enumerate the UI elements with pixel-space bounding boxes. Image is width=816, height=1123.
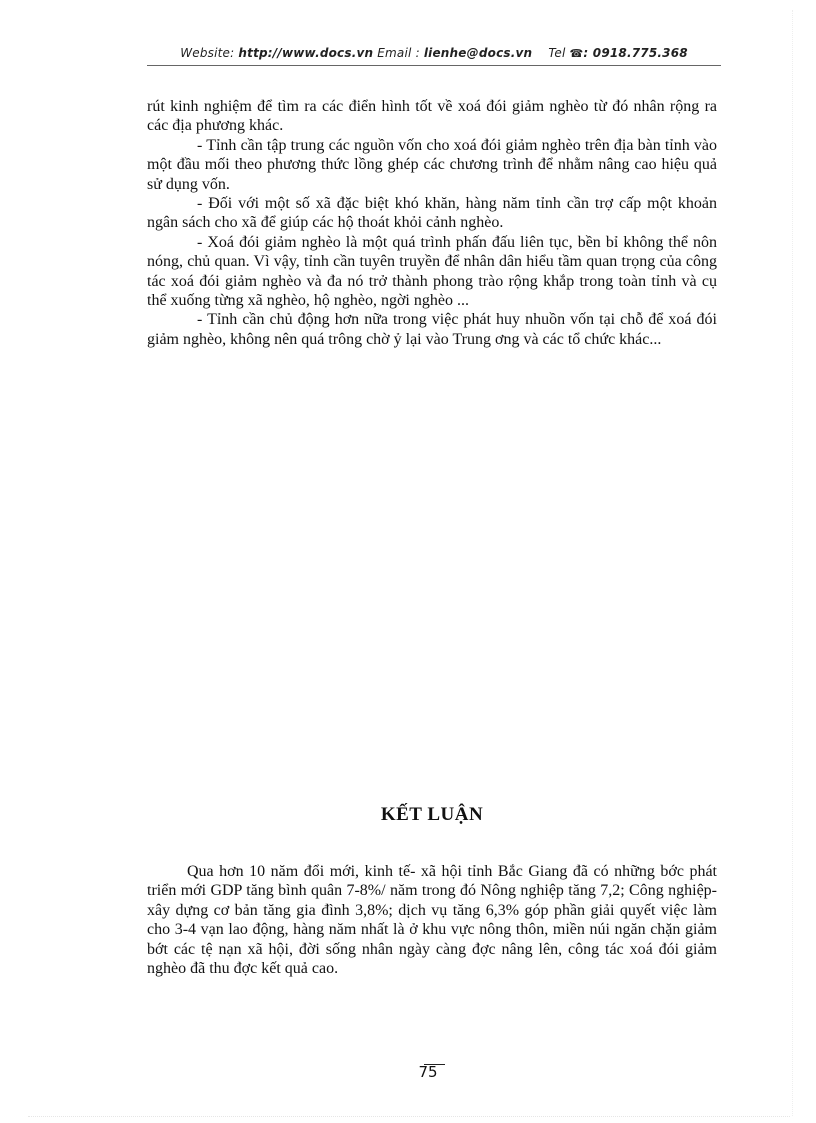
website-url[interactable]: http://www.docs.vn <box>238 46 374 60</box>
telephone-icon: ☎ <box>569 47 584 60</box>
paragraph-continuation: rút kinh nghiệm để tìm ra các điển hình tốt về xoá đói giảm nghèo từ đó nhân rộng ra các địa phương khác. <box>147 98 717 135</box>
header-divider <box>147 65 721 66</box>
body-text <box>147 97 717 349</box>
tel-label: Tel <box>548 46 566 60</box>
section-title: KẾT LUẬN <box>380 804 484 825</box>
email-label: Email : <box>377 46 420 60</box>
email-value[interactable]: lienhe@docs.vn <box>423 46 533 60</box>
tel-value: : 0918.775.368 <box>583 46 688 60</box>
paragraph-bullet: - Xoá đói giảm nghèo là một quá trình phấn đấu liên tục, bền bỉ không thể nôn nóng, chủ quan. Vì vậy, tỉnh cần tuyên truyền để nhân dân hiểu tầm quan trọng của công tác xoá đói giảm nghèo và đa nó trở thành phong trào rộng khắp trong toàn tỉnh và cụ thể xuống từng xã nghèo, hộ nghèo, ngời nghèo ... <box>147 233 717 310</box>
website-label: Website: <box>180 46 235 60</box>
bottom-dotted-border <box>28 1116 790 1117</box>
paragraph-bullet: - Đối với một số xã đặc biệt khó khăn, hàng năm tỉnh cần trợ cấp một khoản ngân sách cho xã để giúp các hộ thoát khỏi cảnh nghèo. <box>147 195 717 232</box>
page-header <box>147 46 721 60</box>
conclusion-paragraph: Qua hơn 10 năm đổi mới, kinh tế- xã hội tỉnh Bắc Giang đã có những bớc phát triển mới GDP tăng bình quân 7-8%/ năm trong đó Nông nghiệp tăng 7,2; Công nghiệp- xây dựng cơ bản tăng gia đình 3,8%; dịch vụ tăng 6,3% góp phần giải quyết việc làm cho 3-4 vạn lao động, hàng năm nhất là ở khu vực nông thôn, miền núi ngăn chặn giảm bớt các tệ nạn xã hội, đời sống nhân ngày càng đợc nâng lên, công tác xoá đói giảm nghèo đã thu đợc kết quả cao. <box>147 863 717 978</box>
page-number: 75 <box>418 1063 438 1081</box>
paragraph-bullet: - Tỉnh cần tập trung các nguồn vốn cho xoá đói giảm nghèo trên địa bàn tỉnh vào một đầu mối theo phương thức lồng ghép các chương trình để nhằm nâng cao hiệu quả sử dụng vốn. <box>147 136 717 193</box>
right-dotted-border <box>792 10 793 1116</box>
paragraph-bullet: - Tỉnh cần chủ động hơn nữa trong việc phát huy nhuồn vốn tại chỗ để xoá đói giảm nghèo, không nên quá trông chờ ỷ lại vào Trung ơng và các tổ chức khác... <box>147 311 717 348</box>
